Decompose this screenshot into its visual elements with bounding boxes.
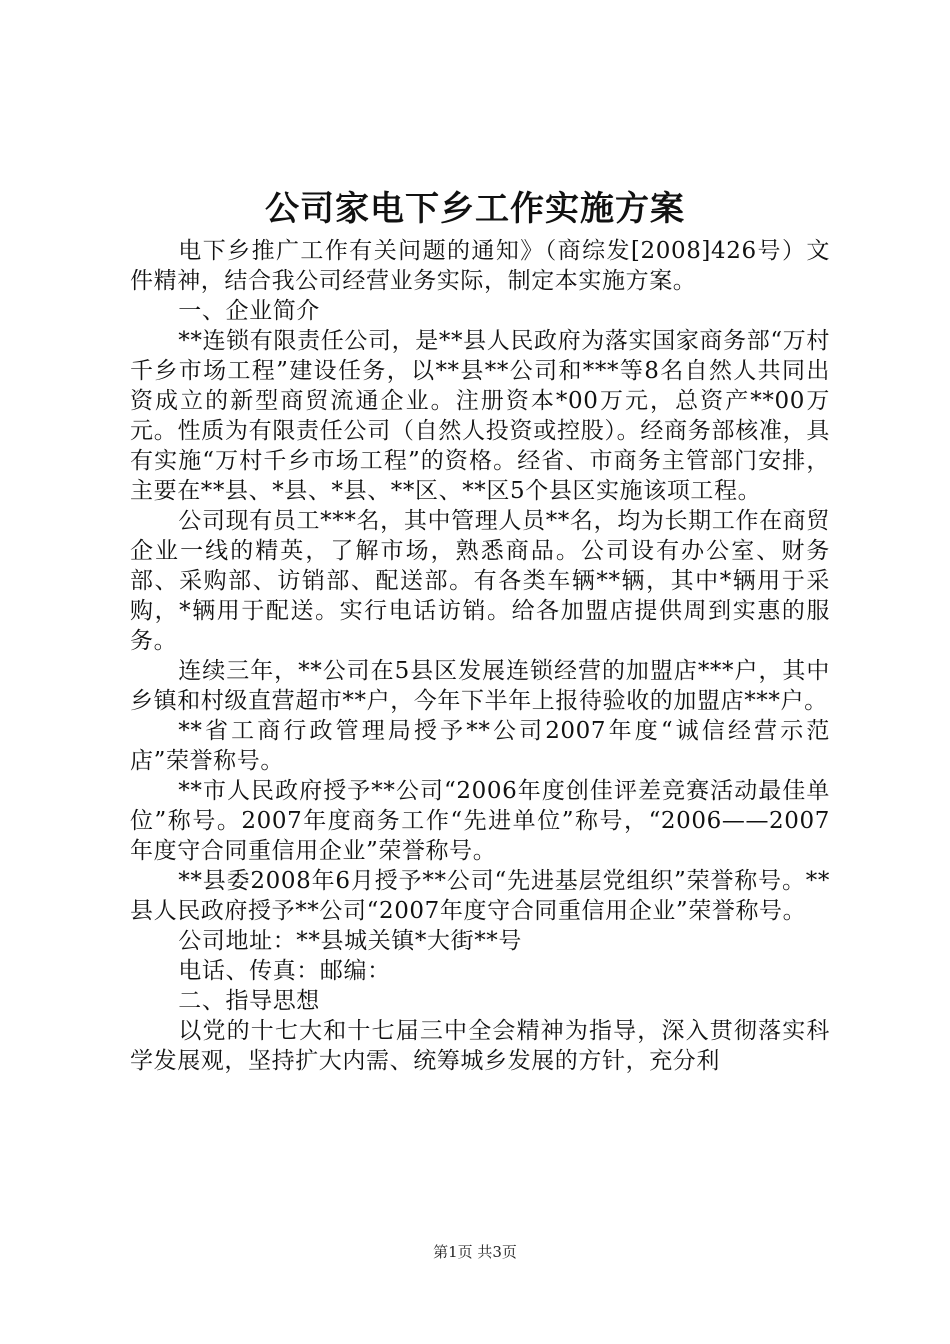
- document-title: 公司家电下乡工作实施方案: [265, 189, 685, 229]
- paragraph-staff: 公司现有员工***名，其中管理人员**名，均为长期工作在商贸企业一线的精英，了解市场，熟悉商品。公司设有办公室、财务部、采购部、访销部、配送部。有各类车辆**辆，其中*辆用于采购，*辆用于配送。实行电话访销。给各加盟店提供周到实惠的服务。: [130, 508, 830, 654]
- section-heading-company-profile: 一、企业简介: [178, 298, 320, 324]
- paragraph-honor-city: **市人民政府授予**公司“2006年度创佳评差竞赛活动最佳单位”称号。2007年度商务工作“先进单位”称号，“2006——2007年度守合同重信用企业”荣誉称号。: [130, 778, 830, 864]
- paragraph-honor-province: **省工商行政管理局授予**公司2007年度“诚信经营示范店”荣誉称号。: [130, 718, 830, 774]
- paragraph-guiding-ideology: 以党的十七大和十七届三中全会精神为指导，深入贯彻落实科学发展观，坚持扩大内需、统筹城乡发展的方针，充分利: [130, 1018, 830, 1074]
- section-heading-guiding-ideology: 二、指导思想: [178, 988, 320, 1014]
- paragraph-intro: 电下乡推广工作有关问题的通知》（商综发[2008]426号）文件精神，结合我公司经营业务实际，制定本实施方案。: [130, 238, 830, 294]
- document-body: [130, 236, 830, 1076]
- paragraph-company-overview: **连锁有限责任公司，是**县人民政府为落实国家商务部“万村千乡市场工程”建设任务，以**县**公司和***等8名自然人共同出资成立的新型商贸流通企业。注册资本*00万元，总资产**00万元。性质为有限责任公司（自然人投资或控股）。经商务部核准，具有实施“万村千乡市场工程”的资格。经省、市商务主管部门安排，主要在**县、*县、*县、**区、**区5个县区实施该项工程。: [130, 328, 830, 504]
- paragraph-honor-county: **县委2008年6月授予**公司“先进基层党组织”荣誉称号。**县人民政府授予**公司“2007年度守合同重信用企业”荣誉称号。: [130, 868, 830, 924]
- paragraph-contact: 电话、传真：邮编：: [178, 958, 391, 984]
- page-footer: 第1页 共3页: [433, 1243, 517, 1261]
- paragraph-stores: 连续三年，**公司在5县区发展连锁经营的加盟店***户，其中乡镇和村级直营超市**户，今年下半年上报待验收的加盟店***户。: [130, 658, 830, 714]
- paragraph-address: 公司地址：**县城关镇*大街**号: [178, 928, 522, 954]
